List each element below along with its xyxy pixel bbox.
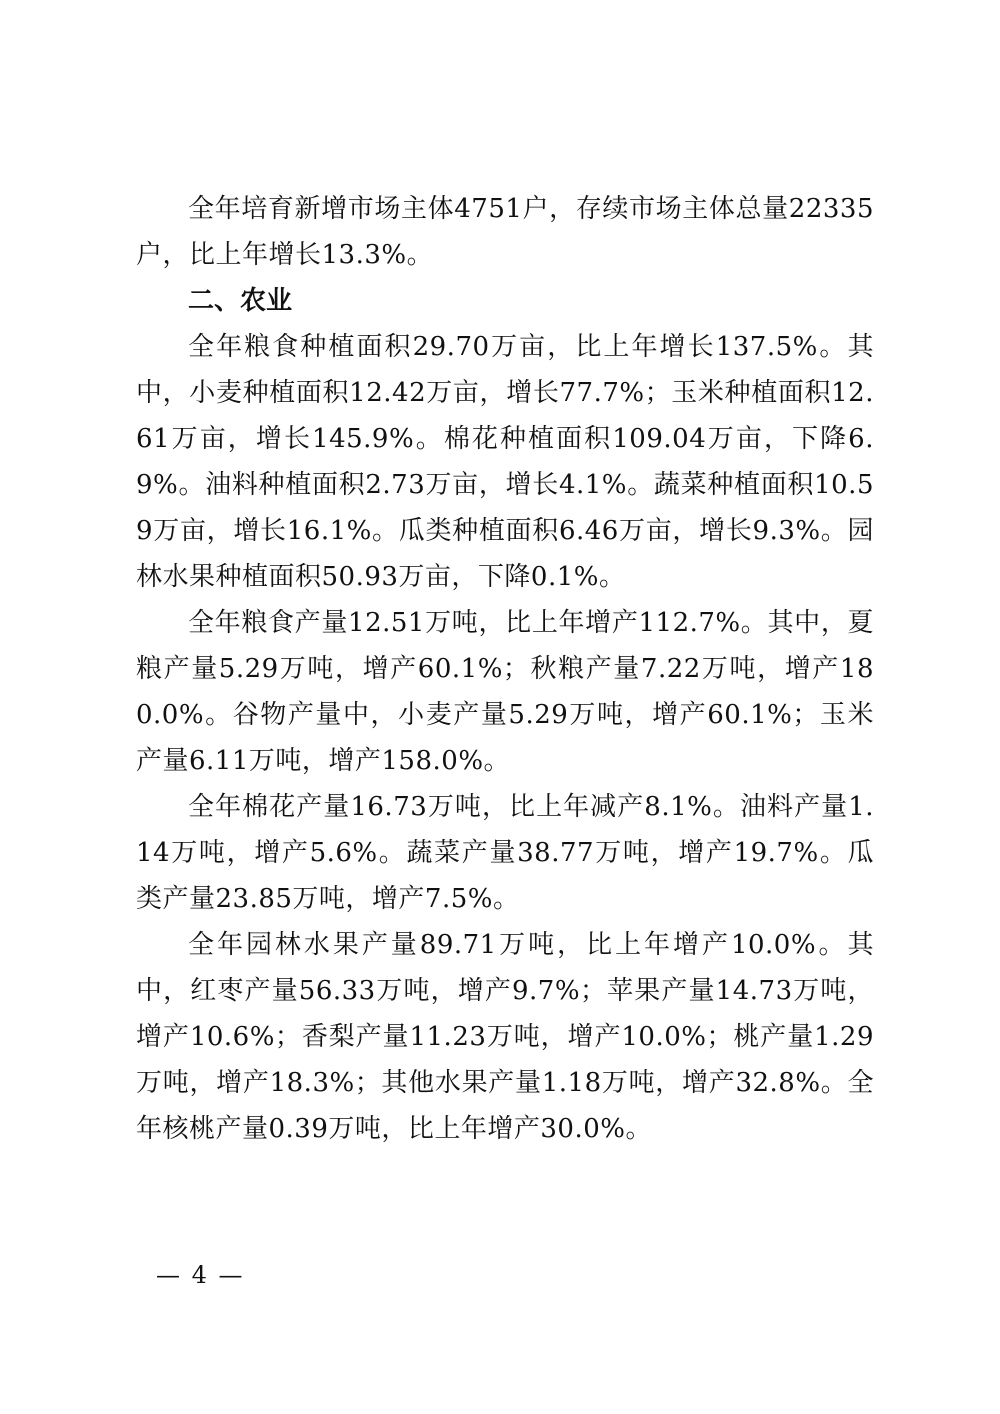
document-body xyxy=(136,186,874,1152)
paragraph-planting-area: 全年粮食种植面积29.70万亩，比上年增长137.5%。其中，小麦种植面积12.42万亩，增长77.7%；玉米种植面积12.61万亩，增长145.9%。棉花种植面积109.04万亩，下降6.9%。油料种植面积2.73万亩，增长4.1%。蔬菜种植面积10.59万亩，增长16.1%。瓜类种植面积6.46万亩，增长9.3%。园林水果种植面积50.93万亩，下降0.1%。 xyxy=(136,332,874,592)
paragraph-fruit-output: 全年园林水果产量89.71万吨，比上年增产10.0%。其中，红枣产量56.33万吨，增产9.7%；苹果产量14.73万吨，增产10.6%；香梨产量11.23万吨，增产10.0%；桃产量1.29万吨，增产18.3%；其他水果产量1.18万吨，增产32.8%。全年核桃产量0.39万吨，比上年增产30.0%。 xyxy=(136,930,874,1144)
paragraph-grain-output: 全年粮食产量12.51万吨，比上年增产112.7%。其中，夏粮产量5.29万吨，增产60.1%；秋粮产量7.22万吨，增产180.0%。谷物产量中，小麦产量5.29万吨，增产60.1%；玉米产量6.11万吨，增产158.0%。 xyxy=(136,608,874,776)
paragraph-market-entities: 全年培育新增市场主体4751户，存续市场主体总量22335户，比上年增长13.3%。 xyxy=(136,194,874,270)
page-number: — 4 — xyxy=(156,1261,245,1289)
paragraph-cotton-output: 全年棉花产量16.73万吨，比上年减产8.1%。油料产量1.14万吨，增产5.6%。蔬菜产量38.77万吨，增产19.7%。瓜类产量23.85万吨，增产7.5%。 xyxy=(136,792,874,914)
section-heading-agriculture: 二、农业 xyxy=(188,286,293,316)
